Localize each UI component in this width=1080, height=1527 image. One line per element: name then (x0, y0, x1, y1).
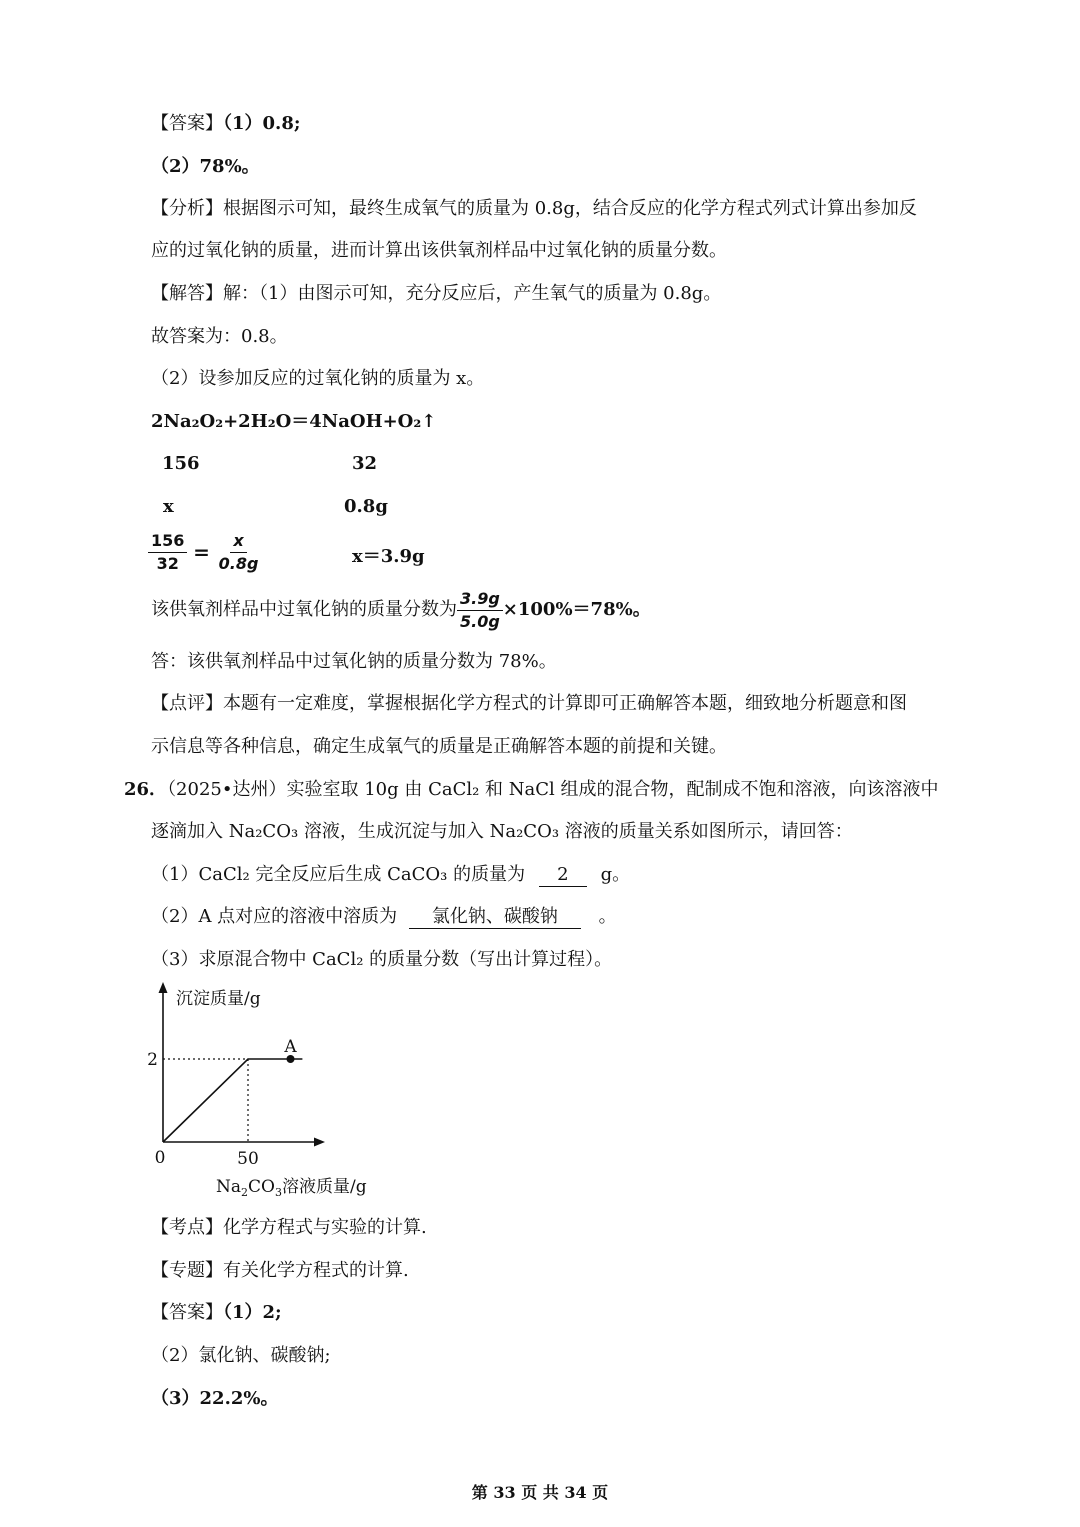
x-axis-arrow (314, 1138, 325, 1147)
sub1-unit: g。 (600, 864, 631, 885)
sub-question-3: （3）求原混合物中 CaCl₂ 的质量分数（写出计算过程）。 (151, 949, 613, 970)
ratio-right-fraction (216, 531, 262, 574)
sub2-text: （2）A 点对应的溶液中溶质为 (151, 906, 398, 927)
review-line2: 示信息等各种信息，确定生成氧气的质量是正确解答本题的前提和关键。 (151, 736, 727, 757)
answer-part2: （2）78%。 (151, 156, 260, 177)
mass-right: 0.8g (344, 496, 388, 517)
sub-question-1 (151, 863, 630, 887)
precipitate-chart (130, 980, 390, 1205)
answer-tag-line (151, 112, 300, 136)
x-axis-label: $Na_2CO_3$溶液质量/g (216, 1177, 367, 1199)
sub1-text: （1）CaCl₂ 完全反应后生成 CaCO₃ 的质量为 (151, 864, 526, 885)
ratio-right-num: x (230, 531, 246, 553)
answer2-part2: （2）氯化钠、碳酸钠; (151, 1345, 331, 1366)
ratio-left-fraction (148, 531, 187, 574)
sub-question-2 (151, 905, 617, 929)
solution-line1 (151, 282, 721, 306)
zhuanti-line (151, 1259, 409, 1283)
y-tick-label: 2 (147, 1050, 158, 1070)
percentage-prefix: 该供氧剂样品中过氧化钠的质量分数为 (151, 599, 457, 620)
solution-text1: 解：（1）由图示可知，充分反应后，产生氧气的质量为 0.8g。 (223, 283, 722, 304)
y-axis-arrow (159, 982, 168, 993)
analysis-line1 (151, 197, 917, 221)
answer-part1: （1）0.8; (223, 113, 301, 134)
solution-line2: 故答案为：0.8。 (151, 326, 288, 347)
ratio-equals: = (193, 540, 210, 564)
molar-mass-left: 156 (162, 453, 200, 474)
precipitate-series-line (163, 1059, 302, 1142)
analysis-tag: 【分析】 (151, 198, 223, 219)
answer2-part1: （1）2; (223, 1302, 282, 1323)
solution-tag: 【解答】 (151, 283, 223, 304)
kaodian-text: 化学方程式与实验的计算. (223, 1217, 427, 1238)
answer-tag: 【答案】 (151, 113, 223, 134)
y-axis-label: 沉淀质量/g (176, 989, 261, 1009)
analysis-text1: 根据图示可知，最终生成氧气的质量为 0.8g，结合反应的化学方程式列式计算出参加反 (223, 198, 917, 219)
zhuanti-text: 有关化学方程式的计算. (223, 1260, 409, 1281)
percentage-fraction (457, 589, 503, 632)
x-result: x＝3.9g (352, 546, 425, 567)
page-footer: 第 33 页 共 34 页 (471, 1483, 609, 1502)
answer2-tag: 【答案】 (151, 1302, 223, 1323)
sub2-blank: 氯化钠、碳酸钠 (409, 906, 581, 929)
ratio-right-den: 0.8g (218, 553, 259, 573)
question-text1: （2025•达州）实验室取 10g 由 CaCl₂ 和 NaCl 组成的混合物，配制成不饱和溶液，向该溶液中 (167, 779, 939, 800)
zhuanti-tag: 【专题】 (151, 1260, 223, 1281)
molar-mass-right: 32 (352, 453, 378, 474)
answer2-part3: （3）22.2%。 (151, 1388, 279, 1409)
ratio-left-num: 156 (148, 531, 187, 553)
analysis-line2: 应的过氧化钠的质量，进而计算出该供氧剂样品中过氧化钠的质量分数。 (151, 240, 727, 261)
review-tag: 【点评】 (151, 693, 223, 714)
answer2-line (151, 1301, 282, 1325)
chemical-equation: 2Na₂O₂+2H₂O＝4NaOH+O₂↑ (151, 411, 437, 432)
solution-line3: （2）设参加反应的过氧化钠的质量为 x。 (151, 368, 485, 389)
percentage-line (151, 588, 651, 632)
sub2-end: 。 (598, 906, 617, 927)
review-line1 (151, 692, 907, 716)
mass-left: x (163, 496, 174, 517)
percentage-den: 5.0g (460, 611, 500, 631)
origin-label: 0 (154, 1148, 166, 1168)
final-answer: 答：该供氧剂样品中过氧化钠的质量分数为 78%。 (151, 651, 557, 672)
percentage-suffix: ×100%＝78%。 (502, 599, 651, 620)
question-26-line1 (124, 778, 939, 802)
x-tick-label: 50 (237, 1149, 259, 1169)
kaodian-tag: 【考点】 (151, 1217, 223, 1238)
sub1-blank: 2 (539, 864, 587, 887)
question-26-line2: 逐滴加入 Na₂CO₃ 溶液，生成沉淀与加入 Na₂CO₃ 溶液的质量关系如图所示，请回答： (151, 821, 853, 842)
kaodian-line (151, 1216, 427, 1240)
ratio-equation (148, 530, 261, 574)
review-text1: 本题有一定难度，掌握根据化学方程式的计算即可正确解答本题，细致地分析题意和图 (223, 693, 907, 714)
point-a-label: A (284, 1037, 297, 1057)
ratio-left-den: 32 (156, 553, 179, 573)
question-number: 26． (124, 779, 168, 800)
percentage-num: 3.9g (457, 589, 503, 611)
